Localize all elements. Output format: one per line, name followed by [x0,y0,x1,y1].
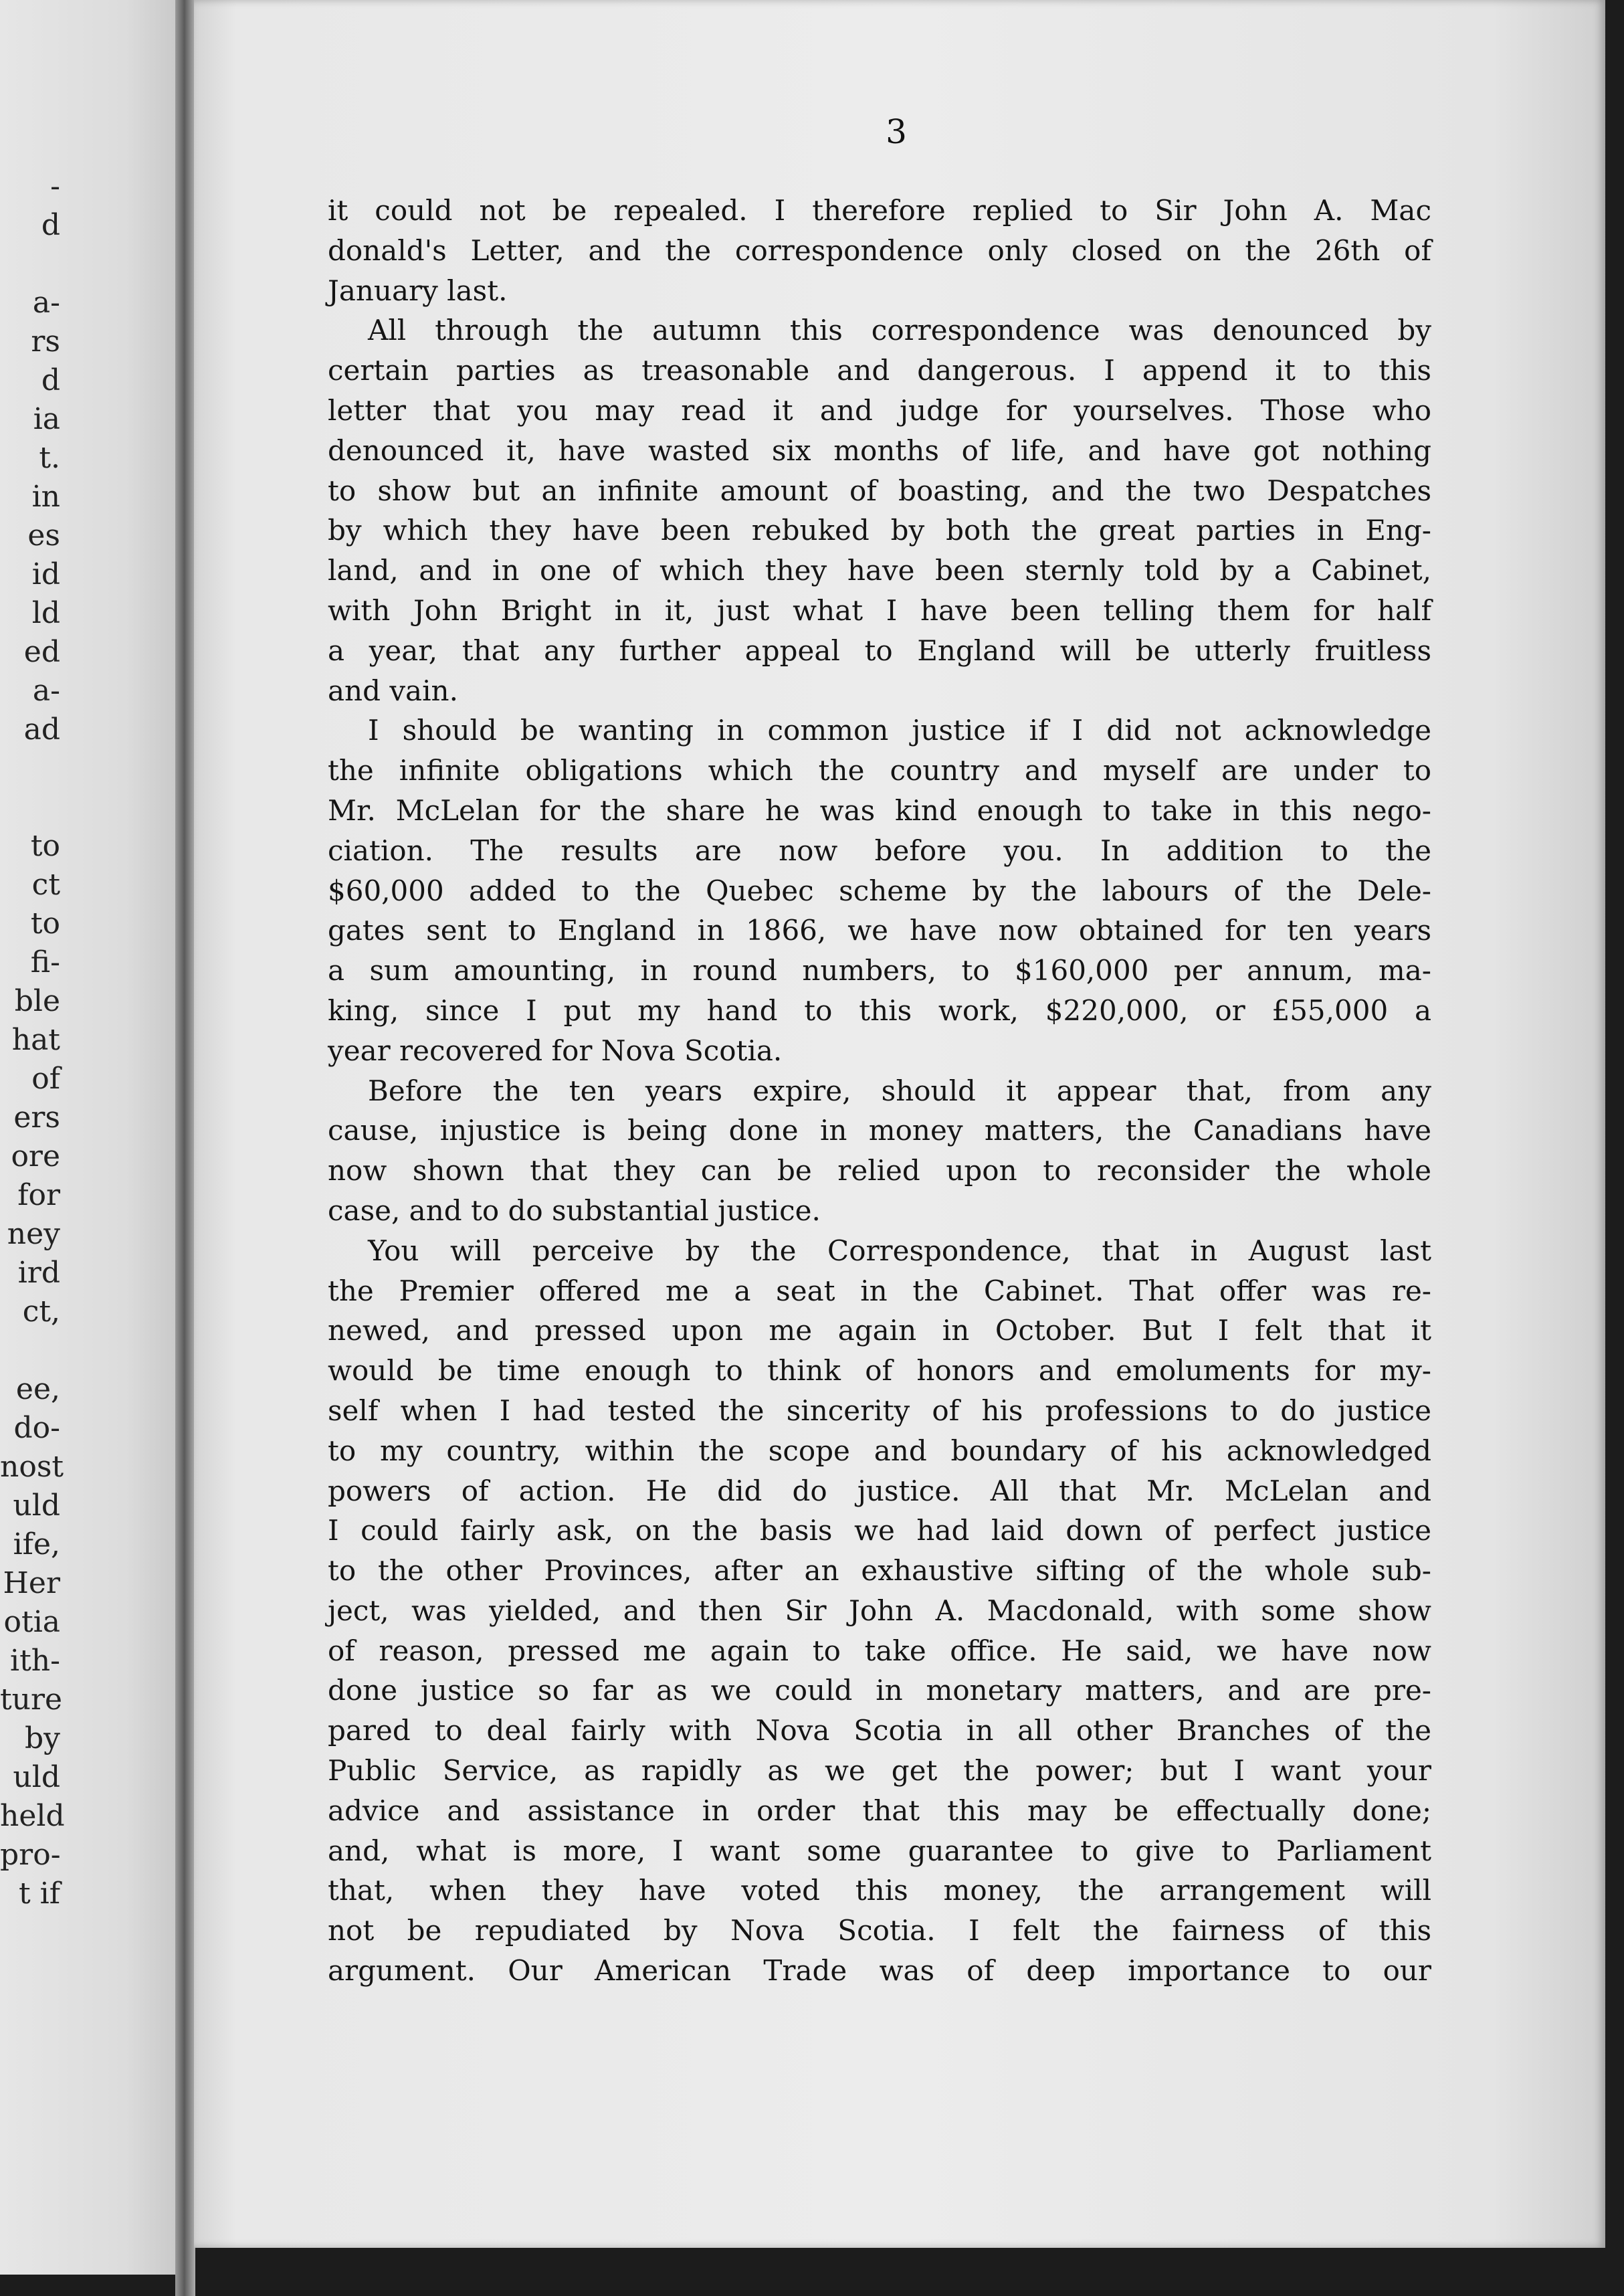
text-line: of reason, pressed me again to take office. He said, we have now [328,1634,1431,1667]
left-page-fragment [0,245,60,284]
text-line: $60,000 added to the Quebec scheme by the labours of the Dele- [328,874,1431,907]
left-page-fragment: uld [13,1760,60,1794]
left-page-edge [0,0,179,2275]
text-line: certain parties as treasonable and dangerous. I append it to this [328,354,1431,387]
text-line: case, and to do substantial justice. [328,1193,821,1227]
body-text [328,191,1431,1991]
left-page-fragment: held [0,1799,65,1833]
text-line: argument. Our American Trade was of deep importance to our [328,1954,1431,1988]
text-line: gates sent to England in 1866, we have now obtained for ten years [328,914,1431,947]
text-line: with John Bright in it, just what I have been telling them for half [328,593,1431,627]
text-line: I should be wanting in common justice if I did not acknowledge [368,714,1431,747]
text-line: advice and assistance in order that this may be effectually done; [328,1794,1431,1827]
text-line: ciation. The results are now before you. In addition to the [328,834,1431,867]
text-line: would be time enough to think of honors and emoluments for my- [328,1354,1431,1388]
left-page-fragment: rs [31,324,60,359]
text-line: denounced it, have wasted six months of life, and have got nothing [328,434,1431,467]
left-page-fragment: pro- [0,1838,61,1872]
text-line: You will perceive by the Correspondence, that in August last [368,1234,1431,1267]
left-page-fragment: by [24,1721,60,1755]
left-page-fragment: ee, [15,1372,60,1406]
left-page-fragment: ed [23,635,60,669]
left-page-fragment: Her [3,1566,60,1600]
left-page-fragment: ife, [13,1527,60,1561]
text-line: cause, injustice is being done in money matters, the Canadians have [328,1114,1431,1147]
text-line: donald's Letter, and the correspondence only closed on the 26th of [328,233,1431,267]
left-page-fragment: ney [7,1217,60,1251]
left-page-fragment: fi- [30,945,60,979]
text-line: self when I had tested the sincerity of his professions to do justice [328,1394,1431,1427]
left-page-fragment: es [27,518,60,553]
left-page-fragment: uld [13,1489,60,1523]
text-line: a sum amounting, in round numbers, to $160,000 per annum, ma- [328,954,1431,987]
left-page-fragment: - [50,169,60,203]
left-page-fragment: to [30,906,60,941]
text-line: and, what is more, I want some guarantee to give to Parliament [328,1834,1431,1867]
left-page-fragment: hat [11,1023,60,1057]
text-line: I could fairly ask, on the basis we had laid down of perfect justice [328,1514,1431,1547]
left-page-fragment [0,749,60,788]
left-page-fragment: id [31,557,60,591]
left-page-fragment [0,788,60,827]
left-page-fragment: to [30,829,60,863]
left-page-fragment: for [17,1178,60,1212]
text-line: now shown that they can be relied upon to reconsider the whole [328,1154,1431,1187]
text-line: done justice so far as we could in monetary matters, and are pre- [328,1674,1431,1707]
left-page-fragment: a- [32,286,60,320]
left-page-fragment: ird [17,1256,60,1290]
left-page-fragment: ct [31,868,60,902]
text-line: a year, that any further appeal to England will be utterly fruitless [328,634,1431,667]
text-line: powers of action. He did do justice. All that Mr. McLelan and [328,1474,1431,1507]
left-page-fragment: ture [0,1683,63,1717]
text-line: pared to deal fairly with Nova Scotia in all other Branches of the [328,1714,1431,1747]
left-page-fragment: in [31,480,60,514]
book-gutter [175,0,195,2296]
text-line: Mr. McLelan for the share he was kind enough to take in this nego- [328,793,1431,827]
text-line: newed, and pressed upon me again in October. But I felt that it [328,1314,1431,1347]
left-page-fragment: do- [13,1411,60,1445]
text-line: to the other Provinces, after an exhaustive sifting of the whole sub- [328,1554,1431,1588]
text-line: the infinite obligations which the country and myself are under to [328,754,1431,787]
text-line: to show but an infinite amount of boasting, and the two Despatches [328,474,1431,507]
text-line: that, when they have voted this money, the arrangement will [328,1874,1431,1907]
left-page-fragment: ith- [10,1644,60,1678]
left-page-fragment: t. [39,441,60,475]
text-line: Before the ten years expire, should it appear that, from any [368,1074,1431,1107]
text-line: land, and in one of which they have been sternly told by a Cabinet, [328,554,1431,587]
text-line: the Premier offered me a seat in the Cabinet. That offer was re- [328,1274,1431,1307]
page-number: 3 [886,112,907,151]
text-line: and vain. [328,674,458,707]
left-page-text-fragments [0,167,65,1913]
text-line: All through the autumn this correspondence was denounced by [368,314,1431,347]
left-page-fragment: ble [14,984,60,1018]
left-page-fragment: ia [33,402,60,436]
left-page-fragment: d [41,363,60,397]
left-page-fragment: nost [0,1450,64,1484]
text-line: by which they have been rebuked by both the great parties in Eng- [328,514,1431,547]
left-page-fragment: ad [23,712,60,747]
left-page-fragment: t if [18,1877,60,1911]
left-page-fragment: ld [31,596,60,630]
text-line: letter that you may read it and judge for yourselves. Those who [328,393,1431,427]
left-page-fragment: d [41,208,60,242]
text-line: to my country, within the scope and boundary of his acknowledged [328,1434,1431,1467]
left-page-fragment: ore [11,1139,60,1173]
text-line: it could not be repealed. I therefore replied to Sir John A. Mac [328,194,1431,227]
text-line: ject, was yielded, and then Sir John A. Macdonald, with some show [328,1594,1431,1627]
text-line: January last. [328,274,508,307]
text-line: year recovered for Nova Scotia. [328,1034,783,1067]
text-line: king, since I put my hand to this work, $220,000, or £55,000 a [328,993,1431,1027]
left-page-fragment: otia [3,1605,60,1639]
text-line: not be repudiated by Nova Scotia. I felt the fairness of this [328,1914,1431,1947]
left-page-fragment: of [31,1062,60,1096]
text-line: Public Service, as rapidly as we get the power; but I want your [328,1754,1431,1788]
left-page-fragment: a- [32,674,60,708]
left-page-fragment: ct, [22,1295,60,1329]
left-page-fragment: ers [13,1101,60,1135]
left-page-fragment [0,1331,60,1370]
